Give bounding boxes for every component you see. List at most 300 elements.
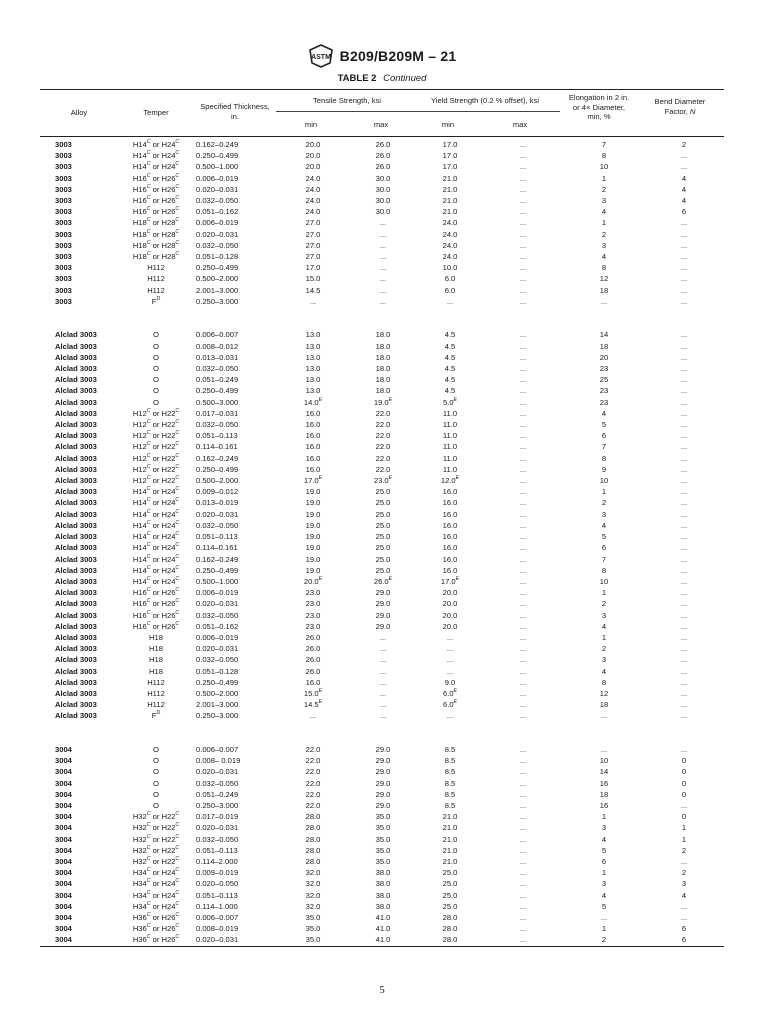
tensile-max-cell: 38.0 bbox=[375, 868, 391, 878]
yield-min-cell: 4.5 bbox=[444, 386, 456, 396]
elongation-cell: 12 bbox=[599, 274, 609, 284]
tensile-min-cell: 32.0 bbox=[305, 901, 321, 911]
table-row bbox=[40, 710, 724, 721]
yield-min-cell: 6.0 bbox=[444, 274, 456, 284]
tensile-min-cell: 13.0 bbox=[305, 375, 321, 385]
yield-min-cell: $6.0^E$ bbox=[442, 687, 458, 698]
elongation-cell: 1 bbox=[601, 588, 607, 598]
bend-cell: ... bbox=[680, 252, 688, 262]
yield-min-cell: 16.0 bbox=[442, 565, 458, 575]
temper-cell: O bbox=[153, 375, 159, 385]
thickness-cell: 0.051–0.113 bbox=[196, 431, 238, 441]
thickness-cell: 0.051–0.113 bbox=[196, 890, 238, 900]
temper-cell: $H12^C$ or $H22^C$ bbox=[132, 407, 180, 418]
yield-min-cell: 24.0 bbox=[442, 252, 458, 262]
elongation-cell: 18 bbox=[599, 341, 609, 351]
thickness-cell: 0.006–0.019 bbox=[196, 588, 239, 598]
bend-cell: ... bbox=[680, 431, 688, 441]
alloy-cell: 3003 bbox=[55, 263, 72, 273]
temper-cell: $H12^C$ or $H22^C$ bbox=[132, 441, 180, 452]
yield-min-cell: 16.0 bbox=[442, 532, 458, 542]
thickness-cell: 2.001–3.000 bbox=[196, 700, 239, 710]
temper-cell: $H36^C$ or $H26^C$ bbox=[118, 934, 194, 946]
yield-min-cell: 8.5 bbox=[444, 744, 456, 754]
bend-cell: ... bbox=[680, 588, 688, 598]
yield-max-cell: ... bbox=[519, 431, 527, 441]
tensile-max-cell: ... bbox=[379, 711, 387, 721]
col-header-tensile: Tensile Strength, ksi bbox=[313, 96, 381, 105]
yield-max-cell: ... bbox=[519, 330, 527, 340]
tensile-max-cell: 22.0 bbox=[375, 442, 391, 452]
yield-min-cell: ... bbox=[446, 655, 454, 665]
yield-max-cell: ... bbox=[519, 341, 527, 351]
thickness-cell: 0.006–0.019 bbox=[196, 173, 239, 183]
yield-max-cell: ... bbox=[519, 744, 527, 754]
table-row bbox=[40, 161, 724, 172]
yield-max-cell: ... bbox=[519, 252, 527, 262]
yield-min-cell: ... bbox=[446, 632, 454, 642]
yield-max-cell: ... bbox=[519, 296, 527, 306]
thickness-cell: 0.250–0.499 bbox=[196, 263, 239, 273]
alloy-cell: 3004 bbox=[55, 924, 72, 934]
tensile-min-cell: 26.0 bbox=[305, 666, 321, 676]
tensile-max-cell: 22.0 bbox=[375, 420, 391, 430]
alloy-cell: Alclad 3003 bbox=[55, 711, 97, 721]
yield-max-cell: ... bbox=[519, 151, 527, 161]
elongation-cell: 5 bbox=[601, 420, 607, 430]
col-header-tensile-max: max bbox=[373, 120, 389, 129]
bend-cell: 0 bbox=[681, 778, 687, 788]
tensile-min-cell: $14.0^E$ bbox=[303, 396, 323, 407]
thickness-cell: 0.500–2.000 bbox=[196, 688, 239, 698]
yield-max-cell: ... bbox=[519, 386, 527, 396]
yield-min-cell: 21.0 bbox=[442, 173, 458, 183]
strength-subheader-rule bbox=[276, 111, 560, 112]
table-row bbox=[40, 677, 724, 688]
tensile-min-cell: 32.0 bbox=[305, 868, 321, 878]
table-row bbox=[40, 150, 724, 161]
alloy-cell: 3003 bbox=[55, 296, 72, 306]
bend-cell: ... bbox=[680, 543, 688, 553]
yield-min-cell: 8.5 bbox=[444, 767, 456, 777]
yield-max-cell: ... bbox=[519, 834, 527, 844]
elongation-cell: 14 bbox=[599, 767, 609, 777]
yield-max-cell: ... bbox=[519, 688, 527, 698]
temper-cell: $H18^C$ or $H28^C$ bbox=[132, 251, 180, 262]
alloy-cell: 3004 bbox=[55, 744, 72, 754]
tensile-max-cell: 18.0 bbox=[375, 375, 391, 385]
page-number: 5 bbox=[379, 984, 385, 996]
yield-max-cell: ... bbox=[519, 285, 527, 295]
bend-cell: ... bbox=[680, 912, 688, 922]
yield-min-cell: 16.0 bbox=[442, 487, 458, 497]
table-row bbox=[40, 565, 724, 576]
bend-cell: ... bbox=[680, 487, 688, 497]
yield-max-cell: ... bbox=[519, 218, 527, 228]
tensile-max-cell: 18.0 bbox=[375, 330, 391, 340]
thickness-cell: 0.114–0.161 bbox=[196, 442, 238, 452]
alloy-cell: Alclad 3003 bbox=[55, 666, 97, 676]
tensile-max-cell: ... bbox=[379, 655, 387, 665]
bend-cell: ... bbox=[680, 565, 688, 575]
thickness-cell: 0.020–0.031 bbox=[194, 934, 278, 946]
thickness-cell: 0.051–0.162 bbox=[196, 207, 239, 217]
thickness-cell: 0.032–0.050 bbox=[196, 655, 239, 665]
tensile-max-cell: 41.0 bbox=[348, 934, 418, 946]
table-row bbox=[40, 654, 724, 665]
astm-logo-icon bbox=[308, 44, 334, 68]
tensile-max-cell: 38.0 bbox=[375, 879, 391, 889]
temper-cell: O bbox=[153, 744, 159, 754]
temper-cell: $H14^C$ or $H24^C$ bbox=[132, 564, 180, 575]
tensile-min-cell: 22.0 bbox=[305, 767, 321, 777]
yield-max-cell: ... bbox=[519, 677, 527, 687]
elongation-cell: 3 bbox=[601, 240, 607, 250]
elongation-cell: 16 bbox=[599, 778, 609, 788]
elongation-cell: ... bbox=[600, 744, 608, 754]
thickness-cell: 0.008–0.019 bbox=[196, 924, 239, 934]
yield-min-cell: 28.0 bbox=[442, 912, 458, 922]
temper-cell: O bbox=[153, 778, 159, 788]
tensile-min-cell: 28.0 bbox=[305, 856, 321, 866]
tensile-max-cell: ... bbox=[379, 644, 387, 654]
yield-max-cell: ... bbox=[519, 196, 527, 206]
table-row bbox=[40, 699, 724, 710]
tensile-min-cell: 22.0 bbox=[305, 778, 321, 788]
yield-min-cell: ... bbox=[446, 666, 454, 676]
elongation-cell: 1 bbox=[601, 487, 607, 497]
temper-cell: $H14^C$ or $H24^C$ bbox=[132, 486, 180, 497]
bend-cell: ... bbox=[680, 901, 688, 911]
table-row bbox=[40, 688, 724, 699]
yield-min-cell: $5.0^E$ bbox=[442, 396, 458, 407]
tensile-min-cell: 20.0 bbox=[305, 151, 321, 161]
yield-max-cell: ... bbox=[519, 621, 527, 631]
tensile-max-cell: 38.0 bbox=[375, 901, 391, 911]
tensile-min-cell: 19.0 bbox=[305, 554, 321, 564]
yield-min-cell: 25.0 bbox=[442, 879, 458, 889]
yield-max-cell: ... bbox=[519, 912, 527, 922]
bend-cell: ... bbox=[680, 711, 688, 721]
thickness-cell: 0.009–0.012 bbox=[196, 487, 239, 497]
tensile-min-cell: 24.0 bbox=[305, 207, 321, 217]
thickness-cell: 0.500–3.000 bbox=[196, 397, 239, 407]
bend-cell: ... bbox=[680, 688, 688, 698]
tensile-min-cell: 27.0 bbox=[305, 218, 321, 228]
alloy-cell: Alclad 3003 bbox=[55, 397, 97, 407]
alloy-cell: Alclad 3003 bbox=[55, 677, 97, 687]
alloy-cell: Alclad 3003 bbox=[55, 700, 97, 710]
tensile-min-cell: 28.0 bbox=[305, 823, 321, 833]
alloy-cell: Alclad 3003 bbox=[55, 554, 97, 564]
alloy-cell: Alclad 3003 bbox=[55, 588, 97, 598]
yield-min-cell: ... bbox=[446, 711, 454, 721]
tensile-max-cell: 30.0 bbox=[375, 207, 391, 217]
yield-max-cell: ... bbox=[519, 364, 527, 374]
temper-cell: $H14^C$ or $H24^C$ bbox=[132, 531, 180, 542]
yield-max-cell: ... bbox=[519, 274, 527, 284]
tensile-min-cell: 22.0 bbox=[305, 789, 321, 799]
temper-cell: H18 bbox=[149, 655, 163, 665]
yield-max-cell: ... bbox=[519, 711, 527, 721]
yield-min-cell: $6.0^E$ bbox=[442, 699, 458, 710]
table-row bbox=[40, 486, 724, 497]
yield-min-cell: 4.5 bbox=[444, 375, 456, 385]
tensile-max-cell: 25.0 bbox=[375, 509, 391, 519]
yield-max-cell: ... bbox=[519, 756, 527, 766]
yield-max-cell: ... bbox=[519, 453, 527, 463]
alloy-cell: 3004 bbox=[55, 812, 72, 822]
elongation-cell: 8 bbox=[601, 677, 607, 687]
tensile-min-cell: 13.0 bbox=[305, 386, 321, 396]
thickness-cell: 0.500–2.000 bbox=[196, 476, 239, 486]
alloy-cell: 3003 bbox=[55, 140, 72, 149]
yield-min-cell: 6.0 bbox=[444, 285, 456, 295]
alloy-cell: 3003 bbox=[55, 218, 72, 228]
yield-max-cell: ... bbox=[519, 588, 527, 598]
bend-cell: ... bbox=[680, 218, 688, 228]
tensile-max-cell: ... bbox=[379, 218, 387, 228]
yield-max-cell: ... bbox=[519, 554, 527, 564]
alloy-cell: 3004 bbox=[55, 767, 72, 777]
thickness-cell: 0.051–0.162 bbox=[196, 621, 239, 631]
yield-max-cell: ... bbox=[482, 934, 564, 946]
elongation-cell: 18 bbox=[599, 285, 609, 295]
temper-cell: O bbox=[153, 767, 159, 777]
alloy-cell: Alclad 3003 bbox=[55, 565, 97, 575]
elongation-cell: 3 bbox=[601, 655, 607, 665]
yield-max-cell: ... bbox=[519, 520, 527, 530]
yield-min-cell: 11.0 bbox=[442, 453, 458, 463]
yield-min-cell: 4.5 bbox=[444, 330, 456, 340]
tensile-max-cell: 35.0 bbox=[375, 812, 391, 822]
table-row bbox=[40, 901, 724, 912]
tensile-max-cell: 29.0 bbox=[375, 800, 391, 810]
yield-max-cell: ... bbox=[519, 812, 527, 822]
yield-min-cell: 17.0 bbox=[442, 140, 458, 149]
thickness-cell: 0.051–0.113 bbox=[196, 845, 238, 855]
alloy-cell: Alclad 3003 bbox=[55, 632, 97, 642]
elongation-cell: 1 bbox=[601, 173, 607, 183]
table-row bbox=[40, 666, 724, 677]
tensile-min-cell: 16.0 bbox=[305, 677, 321, 687]
alloy-cell: Alclad 3003 bbox=[55, 464, 97, 474]
table-row bbox=[40, 632, 724, 643]
temper-cell: $H34^C$ or $H24^C$ bbox=[132, 878, 180, 889]
bend-cell: ... bbox=[680, 386, 688, 396]
temper-cell: $H16^C$ or $H26^C$ bbox=[132, 587, 180, 598]
elongation-cell: 5 bbox=[601, 532, 607, 542]
tensile-min-cell: 16.0 bbox=[305, 442, 321, 452]
bend-cell: ... bbox=[680, 476, 688, 486]
bend-cell: ... bbox=[680, 453, 688, 463]
yield-max-cell: ... bbox=[519, 229, 527, 239]
thickness-cell: 0.114–1.000 bbox=[196, 901, 238, 911]
yield-max-cell: ... bbox=[519, 240, 527, 250]
temper-cell: H112 bbox=[147, 677, 165, 687]
table-row bbox=[40, 520, 724, 531]
temper-cell: $H12^C$ or $H22^C$ bbox=[132, 419, 180, 430]
bend-cell: 6 bbox=[681, 924, 687, 934]
yield-max-cell: ... bbox=[519, 879, 527, 889]
yield-min-cell: 11.0 bbox=[442, 408, 458, 418]
thickness-cell: 0.032–0.050 bbox=[196, 240, 239, 250]
tensile-max-cell: 38.0 bbox=[375, 890, 391, 900]
yield-max-cell: ... bbox=[519, 845, 527, 855]
tensile-min-cell: 19.0 bbox=[305, 509, 321, 519]
elongation-cell: 3 bbox=[601, 610, 607, 620]
tensile-max-cell: 25.0 bbox=[375, 487, 391, 497]
yield-max-cell: ... bbox=[519, 868, 527, 878]
yield-max-cell: ... bbox=[519, 476, 527, 486]
elongation-cell: 8 bbox=[601, 263, 607, 273]
table-row bbox=[40, 251, 724, 262]
alloy-cell: 3004 bbox=[55, 890, 72, 900]
temper-cell: $F^D$ bbox=[151, 295, 161, 306]
tensile-max-cell: 26.0 bbox=[375, 151, 391, 161]
alloy-cell: 3004 bbox=[55, 868, 72, 878]
tensile-min-cell: 19.0 bbox=[305, 532, 321, 542]
yield-min-cell: 20.0 bbox=[442, 610, 458, 620]
yield-min-cell: 24.0 bbox=[442, 218, 458, 228]
yield-min-cell: 16.0 bbox=[442, 554, 458, 564]
yield-min-cell: 20.0 bbox=[442, 599, 458, 609]
bend-cell: 2 bbox=[681, 868, 687, 878]
tensile-max-cell: 29.0 bbox=[375, 599, 391, 609]
elongation-cell: 10 bbox=[599, 756, 609, 766]
alloy-cell: Alclad 3003 bbox=[55, 453, 97, 463]
elongation-cell: 1 bbox=[601, 812, 607, 822]
yield-min-cell: 10.0 bbox=[442, 263, 458, 273]
alloy-cell: Alclad 3003 bbox=[55, 498, 97, 508]
elongation-cell: ... bbox=[600, 912, 608, 922]
table-row bbox=[40, 811, 724, 822]
table-row bbox=[40, 173, 724, 184]
temper-cell: $H18^C$ or $H28^C$ bbox=[132, 217, 180, 228]
tensile-max-cell: 29.0 bbox=[375, 744, 391, 754]
elongation-cell: 4 bbox=[601, 834, 607, 844]
table-row bbox=[40, 766, 724, 777]
bend-cell: 0 bbox=[681, 767, 687, 777]
col-header-yield-min: min bbox=[441, 120, 455, 129]
table-row bbox=[40, 867, 724, 878]
table-row bbox=[40, 195, 724, 206]
table-row bbox=[40, 800, 724, 811]
bend-cell: ... bbox=[680, 520, 688, 530]
temper-cell: $H12^C$ or $H22^C$ bbox=[132, 463, 180, 474]
bend-cell: ... bbox=[680, 666, 688, 676]
elongation-cell: 1 bbox=[601, 868, 607, 878]
temper-cell: $H14^C$ or $H24^C$ bbox=[132, 575, 180, 586]
tensile-max-cell: 18.0 bbox=[375, 386, 391, 396]
elongation-cell: 20 bbox=[599, 352, 609, 362]
tensile-max-cell: 25.0 bbox=[375, 498, 391, 508]
table-row bbox=[40, 554, 724, 565]
table-row bbox=[40, 139, 724, 150]
thickness-cell: 0.032–0.050 bbox=[196, 520, 239, 530]
temper-cell: O bbox=[153, 341, 159, 351]
alloy-cell: Alclad 3003 bbox=[55, 610, 97, 620]
yield-max-cell: ... bbox=[519, 576, 527, 586]
bend-cell: ... bbox=[680, 397, 688, 407]
alloy-cell: Alclad 3003 bbox=[55, 352, 97, 362]
tensile-max-cell: 18.0 bbox=[375, 364, 391, 374]
tensile-max-cell: 29.0 bbox=[375, 756, 391, 766]
alloy-cell: 3003 bbox=[55, 207, 72, 217]
tensile-min-cell: 16.0 bbox=[305, 408, 321, 418]
table-row bbox=[40, 363, 724, 374]
temper-cell: H112 bbox=[147, 263, 165, 273]
tensile-max-cell: ... bbox=[379, 263, 387, 273]
col-header-tensile-min: min bbox=[304, 120, 318, 129]
elongation-cell: 3 bbox=[601, 823, 607, 833]
yield-max-cell: ... bbox=[519, 924, 527, 934]
elongation-cell: 4 bbox=[601, 408, 607, 418]
alloy-cell: 3004 bbox=[55, 800, 72, 810]
bend-cell: ... bbox=[680, 621, 688, 631]
yield-max-cell: ... bbox=[519, 498, 527, 508]
tensile-min-cell: 19.0 bbox=[305, 487, 321, 497]
elongation-cell: 5 bbox=[601, 901, 607, 911]
tensile-max-cell: 25.0 bbox=[375, 565, 391, 575]
alloy-cell: Alclad 3003 bbox=[55, 330, 97, 340]
alloy-cell: Alclad 3003 bbox=[55, 442, 97, 452]
bend-cell: ... bbox=[680, 744, 688, 754]
alloy-cell: Alclad 3003 bbox=[55, 520, 97, 530]
yield-max-cell: ... bbox=[519, 487, 527, 497]
temper-cell: O bbox=[153, 397, 159, 407]
temper-cell: $H14^C$ or $H24^C$ bbox=[132, 553, 180, 564]
thickness-cell: 0.006–0.007 bbox=[196, 912, 239, 922]
thickness-cell: 0.500–1.000 bbox=[196, 162, 239, 172]
tensile-min-cell: 26.0 bbox=[305, 644, 321, 654]
bend-cell: 2 bbox=[681, 845, 687, 855]
table-row bbox=[40, 509, 724, 520]
thickness-cell: 0.500–1.000 bbox=[196, 576, 239, 586]
tensile-max-cell: ... bbox=[379, 632, 387, 642]
table-row bbox=[40, 890, 724, 901]
alloy-cell: 3004 bbox=[55, 789, 72, 799]
tensile-max-cell: ... bbox=[379, 688, 387, 698]
elongation-cell: 7 bbox=[601, 140, 607, 149]
thickness-cell: 0.051–0.113 bbox=[196, 532, 238, 542]
tensile-max-cell: 26.0 bbox=[375, 162, 391, 172]
table-row bbox=[40, 184, 724, 195]
table-row bbox=[40, 397, 724, 408]
bend-cell: ... bbox=[680, 677, 688, 687]
tensile-min-cell: 28.0 bbox=[305, 834, 321, 844]
thickness-cell: 0.006–0.019 bbox=[196, 632, 239, 642]
temper-cell: $H16^C$ or $H26^C$ bbox=[132, 598, 180, 609]
table-row bbox=[40, 262, 724, 273]
alloy-cell: Alclad 3003 bbox=[55, 375, 97, 385]
col-header-yield: Yield Strength (0.2 % offset), ksi bbox=[430, 96, 540, 105]
yield-min-cell: 20.0 bbox=[442, 621, 458, 631]
tensile-max-cell: ... bbox=[379, 252, 387, 262]
bend-cell: 1 bbox=[681, 823, 687, 833]
tensile-min-cell: 22.0 bbox=[305, 800, 321, 810]
tensile-max-cell: 35.0 bbox=[375, 823, 391, 833]
table-row bbox=[40, 352, 724, 363]
yield-min-cell: 24.0 bbox=[442, 240, 458, 250]
bend-cell: ... bbox=[680, 240, 688, 250]
yield-max-cell: ... bbox=[519, 352, 527, 362]
yield-max-cell: ... bbox=[519, 610, 527, 620]
tensile-max-cell: 29.0 bbox=[375, 789, 391, 799]
temper-cell: $H32^C$ or $H22^C$ bbox=[132, 833, 180, 844]
alloy-cell: Alclad 3003 bbox=[55, 431, 97, 441]
temper-cell: O bbox=[153, 352, 159, 362]
